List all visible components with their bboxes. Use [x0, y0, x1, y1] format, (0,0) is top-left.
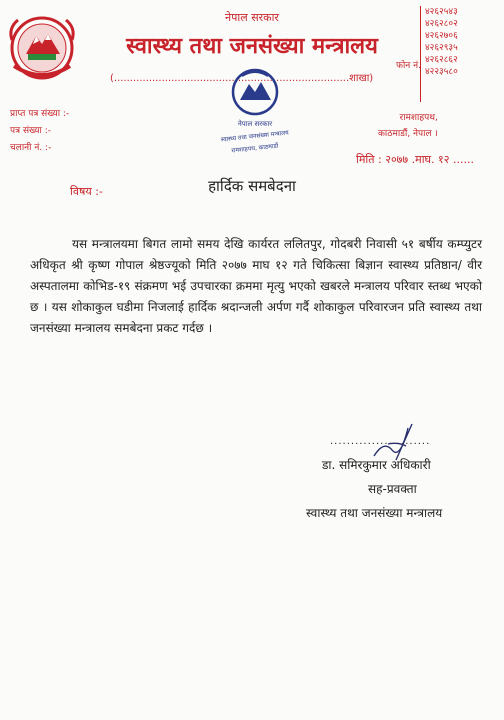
- branch-line: (..........................................................................शाखा): [110, 73, 374, 84]
- phone-number: ४२६२८०२: [425, 19, 458, 29]
- phone-number: ४२६२८६२: [425, 55, 458, 65]
- signatory-name: डा. समिरकुमार अधिकारी: [322, 458, 431, 472]
- phone-number: ४२६२७०६: [425, 31, 458, 41]
- phone-label: फोन नं.: [396, 61, 421, 71]
- phone-number: ४२६२९३५: [425, 43, 458, 53]
- phone-list: [420, 6, 503, 102]
- address-city: काठमाडौं, नेपाल ।: [378, 129, 438, 139]
- government-heading: नेपाल सरकार: [225, 11, 279, 24]
- signatory-ministry: स्वास्थ्य तथा जनसंख्या मन्त्रालय: [306, 506, 443, 520]
- phone-number: ४२६२५४३: [425, 7, 458, 17]
- dispatch-number: चलानी नं. :-: [10, 143, 52, 153]
- address-street: रामशाहपथ,: [399, 113, 438, 123]
- received-letter-number: प्राप्त पत्र संख्या :-: [10, 109, 70, 119]
- phone-number: ४२२३५८०: [425, 67, 458, 77]
- letter-number: पत्र संख्या :-: [10, 126, 51, 136]
- seal-text-line1: नेपाल सरकार: [237, 120, 273, 128]
- signatory-title: सह-प्रवक्ता: [368, 482, 417, 496]
- seal-text-line3: रामशाहपथ, काठमाडौं: [231, 142, 279, 155]
- subject-label: विषय :-: [70, 185, 103, 198]
- signature-line: ........................: [330, 436, 431, 447]
- letter-body: यस मन्त्रालयमा बिगत लामो समय देखि कार्यरत ललितपुर, गोदबरी निवासी ५१ बर्षीय कम्प्युटर अधिकृत श्री कृष्ण गोपाल श्रेष्ठज्यूको मिति २०७७ माघ १२ गते चिकित्सा बिज्ञान स्वास्थ्य प्रतिष्ठान/ वीर अस्पतालमा कोभिड-१९ संक्रमण भई उपचारका क्रममा मृत्यु भएको खबरले मन्त्रालय परिवार स्तब्ध भएको छ । यस शोकाकुल घडीमा निजलाई हार्दिक श्रदान्जली अर्पण गर्दै शोकाकुल परिवारजन प्रति स्वास्थ्य तथा जनसंख्या मन्त्रालय समबेदना प्रकट गर्दछ ।: [30, 237, 482, 335]
- address-block: [378, 110, 438, 142]
- subject-title: हार्दिक समबेदना: [208, 177, 296, 195]
- ministry-seal-icon: [212, 66, 298, 162]
- letter-date: मिति : २०७७ .माघ. १२ ......: [356, 153, 474, 166]
- ministry-heading: स्वास्थ्य तथा जनसंख्या मन्त्रालय: [126, 34, 378, 59]
- reference-block: [10, 106, 69, 157]
- seal-text-line2: स्वास्थ्य तथा जनसंख्या मन्त्रालय: [220, 129, 290, 144]
